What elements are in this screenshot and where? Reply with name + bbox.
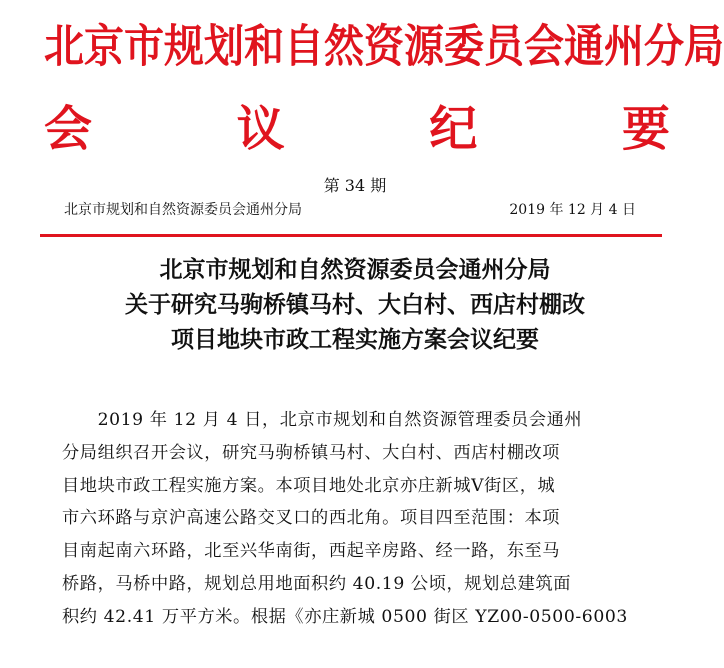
issuing-org: 北京市规划和自然资源委员会通州分局 (64, 202, 302, 218)
title-line: 关于研究马驹桥镇马村、大白村、西店村棚改 (125, 291, 585, 318)
body-line: 2019 年 12 月 4 日，北京市规划和自然资源管理委员会通州 (62, 410, 583, 430)
red-divider (40, 234, 662, 237)
title-line: 北京市规划和自然资源委员会通州分局 (159, 256, 551, 283)
header-char: 委 (444, 21, 484, 73)
header-char: 然 (324, 21, 364, 73)
header-char: 规 (164, 21, 204, 73)
header-char: 要 (621, 101, 670, 157)
header-char: 会 (524, 21, 564, 73)
body-line: 目地块市政工程实施方案。本项目地处北京亦庄新城Ⅴ街区，城 (62, 475, 556, 496)
body-line: 分局组织召开会议，研究马驹桥镇马村、大白村、西店村棚改项 (62, 442, 561, 463)
body-line: 目南起南六环路，北至兴华南街，西起辛房路、经一路，东至马 (62, 541, 561, 562)
header-title-line2 (44, 92, 670, 166)
header-char: 分 (644, 21, 684, 73)
header-char: 州 (604, 21, 644, 73)
title-line: 项目地块市政工程实施方案会议纪要 (171, 326, 539, 353)
body-line: 桥路，马桥中路，规划总用地面积约 40.19 公顷，规划总建筑面 (62, 573, 572, 594)
body-paragraph (62, 404, 666, 634)
header-char: 通 (564, 21, 604, 73)
issue-date: 2019 年 12 月 4 日 (509, 202, 636, 218)
header-char: 北 (44, 21, 84, 73)
header-char: 自 (284, 21, 324, 73)
header-char: 纪 (429, 101, 478, 157)
document-title (0, 252, 710, 357)
body-line: 积约 42.41 万平方米。根据《亦庄新城 0500 街区 YZ00-0500-6003 (62, 606, 628, 627)
header-title-line1 (44, 10, 724, 84)
header-char: 京 (84, 21, 124, 73)
header-char: 源 (404, 21, 444, 73)
header-char: 资 (364, 21, 404, 73)
issue-number: 第 34 期 (323, 176, 387, 195)
header-char: 员 (484, 21, 524, 73)
header-char: 划 (204, 21, 244, 73)
header-char: 和 (244, 21, 284, 73)
body-line: 市六环路与京沪高速公路交叉口的西北角。项目四至范围：本项 (62, 508, 561, 529)
header-char: 局 (684, 21, 724, 73)
header-char: 议 (236, 101, 285, 157)
issuer-line (64, 200, 636, 220)
header-char: 市 (124, 21, 164, 73)
header-char: 会 (44, 101, 93, 157)
